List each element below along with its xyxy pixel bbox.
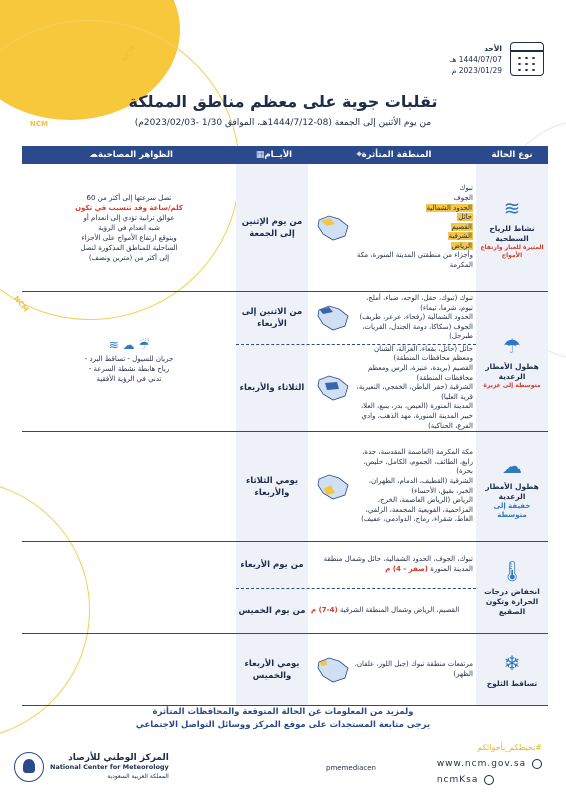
region-cell: [308, 292, 476, 344]
date-box: [450, 42, 544, 76]
region-text: تبوك، الجوف، الحدود الشمالية، حائل وشمال منطقة المدينة المنورة (صفر - 4) م: [323, 555, 473, 573]
page-title: تقلبات جوية على معظم مناطق المملكة: [128, 92, 438, 111]
type-title: تساقط الثلوج: [486, 678, 538, 688]
saudi-map-icon: [315, 656, 351, 684]
region-cell: [308, 432, 476, 541]
social-icon: [484, 775, 494, 785]
saudi-map-icon: [315, 214, 351, 242]
days-cell: من يوم الأربعاء: [236, 542, 308, 588]
type-cell: [476, 542, 548, 633]
media-handle[interactable]: pmemediacen: [326, 764, 376, 772]
rain-cloud-icon: ☁: [502, 453, 522, 478]
thermometer-icon: 🌡: [499, 558, 525, 583]
region-cell: [308, 164, 476, 291]
ncm-tag: NCM: [120, 44, 138, 64]
type-title: انخفاض درجات الحرارة وتكون الصقيع: [484, 586, 540, 616]
sub-rows: [236, 542, 476, 633]
page-subtitle: من يوم الأثنين إلى الجمعة (08-1444/7/12هـ، الموافق 1/30 -2023/02/03م): [134, 118, 432, 128]
table-row: [22, 164, 548, 292]
contact-links: [437, 756, 542, 788]
table-row: [22, 542, 548, 634]
logo-text: المركز الوطني للأرصاد National Center for Meteorology المملكة العربية السعودية: [50, 752, 169, 780]
sub-row: [236, 292, 476, 344]
table-row: [22, 432, 548, 542]
type-cell: [476, 164, 548, 291]
sub-rows: [236, 292, 476, 431]
social-link[interactable]: ncmKsa: [437, 772, 542, 788]
phenomena-cell: ☔ ☁ ≋ جريان للسيول - تساقط البرد - رياح هابطة نشطة السرعة - تدني في الرؤية الأفقية: [84, 337, 174, 383]
type-title: هطول الأمطار الرعدية: [485, 481, 539, 501]
phenomena-cell: [22, 432, 236, 541]
globe-icon: [532, 759, 542, 769]
days-cell: من يوم الخميس: [236, 589, 308, 633]
ncm-tag: NCM: [12, 294, 30, 314]
type-title: نشاط للرياح السطحية: [489, 223, 535, 243]
ncm-tag: NCM: [30, 120, 48, 128]
col-type: نوع الحالة: [491, 150, 533, 160]
calendar-icon: [510, 42, 544, 76]
region-text: تبوك الجوف الحدود الشمالية حائل القصيم الشرقية الرياض وأجزاء من منطقتي المدينة المنورة، مكة المكرمة: [356, 184, 473, 270]
footer-note: ولمزيد من المعلومات عن الحالة المتوقعة والمحافظات المتأثرة يرجى متابعة المستجدات على موقع المركز ووسائل التواصل الاجتماعي: [135, 707, 431, 730]
days-cell: من الاثنين إلى الأربعاء: [236, 292, 308, 344]
forecast-table: [22, 146, 548, 706]
type-cell: [476, 432, 548, 541]
days-cell: من يوم الإثنين إلى الجمعة: [236, 164, 308, 291]
table-row: [22, 634, 548, 706]
days-cell: يومي الأربعاء والخميس: [236, 634, 308, 705]
phenomena-cell: [22, 542, 236, 633]
type-note: متوسطة إلى غزيرة: [483, 381, 541, 389]
col-region: ⌖ المنطقة المتأثرة: [356, 150, 432, 160]
type-cell: [476, 634, 548, 705]
type-note: المثيرة للغبار وارتفاع الأمواج: [480, 243, 544, 259]
saudi-map-icon: [315, 304, 351, 332]
type-title: هطول الأمطار الرعدية: [485, 361, 539, 381]
sub-row: [236, 344, 476, 431]
saudi-map-icon: [315, 473, 351, 501]
region-text: مرتفعات منطقة تبوك (جبل اللوز، علقان، الظهر): [354, 659, 473, 678]
region-cell: [308, 589, 476, 633]
col-phenomena: ☁ الظواهر المصاحبة: [89, 150, 173, 160]
day-label: الأحد: [484, 43, 502, 53]
sub-row: [236, 588, 476, 633]
emblem-icon: [14, 752, 44, 782]
hijri-date: 1444/07/07 هـ: [450, 54, 502, 64]
saudi-map-icon: [315, 374, 351, 402]
gregorian-date: 2023/01/29 م: [451, 65, 502, 75]
website-link[interactable]: www.ncm.gov.sa: [437, 756, 542, 772]
region-cell: [308, 542, 476, 588]
region-text: تبوك (تبوك، حقل، الوجه، ضباء، أملج، تيوم، شرما، تيماء) الحدود الشمالية (رفحاء، عرعر، طريف) الجوف (سكاكا، دومة الجندل، القريات، طبرجل): [359, 294, 473, 341]
location-icon: ⌖: [356, 150, 362, 160]
region-cell: [308, 345, 476, 431]
sub-row: [236, 542, 476, 588]
days-cell: يومي الثلاثاء والأربعاء: [236, 432, 308, 541]
calendar-icon: ▦: [255, 150, 265, 160]
phenomena-cell: [22, 634, 236, 705]
region-cell: [308, 634, 476, 705]
ncm-logo: [14, 752, 169, 782]
table-header: [22, 146, 548, 164]
cloud-icon: ☁: [89, 150, 99, 160]
type-note: خفيفة إلى متوسطة: [493, 501, 531, 519]
region-text: حائل (حائل، بقعاء، الغزالة، الشنان ومعظم محافظات المنطقة) القصيم (بريدة، عنيزة، الرس ومعظم محافظات المنطقة) الشرقية (حفر الباطن، الخفجي، النعيرية، قرية العليا) المدينة المنورة (العيص، بدر، ينبع، العلا، خيبر المدينة المنورة، مهد الذهب، وادي الفرع، الحناكية): [356, 344, 473, 430]
table-row: [22, 292, 548, 432]
wind-icon: ≋: [503, 195, 521, 220]
type-cell: [476, 292, 548, 431]
phenomena-icons: ☔ ☁ ≋: [108, 337, 150, 352]
hashtag[interactable]: #نحيطكم_بأجوائكم: [477, 743, 542, 752]
days-cell: الثلاثاء والأربعاء: [236, 345, 308, 431]
region-text: القصيم، الرياض وشمال المنطقة الشرقية (4-7) م: [311, 606, 460, 615]
snowflake-icon: ❄: [503, 650, 521, 675]
date-lines: [450, 43, 502, 76]
col-days: ▦ الأيــام: [255, 150, 293, 160]
region-text: مكة المكرمة (العاصمة المقدسة، جدة، رابغ، الطائف، الجموم، الكامل، خليص، بحرة) الشرقية (القطيف، الدمام، الظهران، الخبر، بقيق، الأحساء) الرياض (الرياض العاصمة، الخرج، المزاحمية، القويعية المجمعة، الزلفي، الغاط، شقراء، رماح، الدوادمي، عفيف): [361, 448, 473, 524]
phenomena-cell: تصل سرعتها إلى أكثر من 60 كلم/ساعة وقد تتسبب في تكون عوالق ترابية تؤدي إلى انعدام أو شبه انعدام في الرؤية ويتوقع ارتفاع الأمواج على الأجزاء الساحلية للمناطق المذكورة لتصل إلى أكثر من (مترين ونصف): [75, 193, 183, 262]
thunder-rain-icon: ☂: [503, 333, 521, 358]
